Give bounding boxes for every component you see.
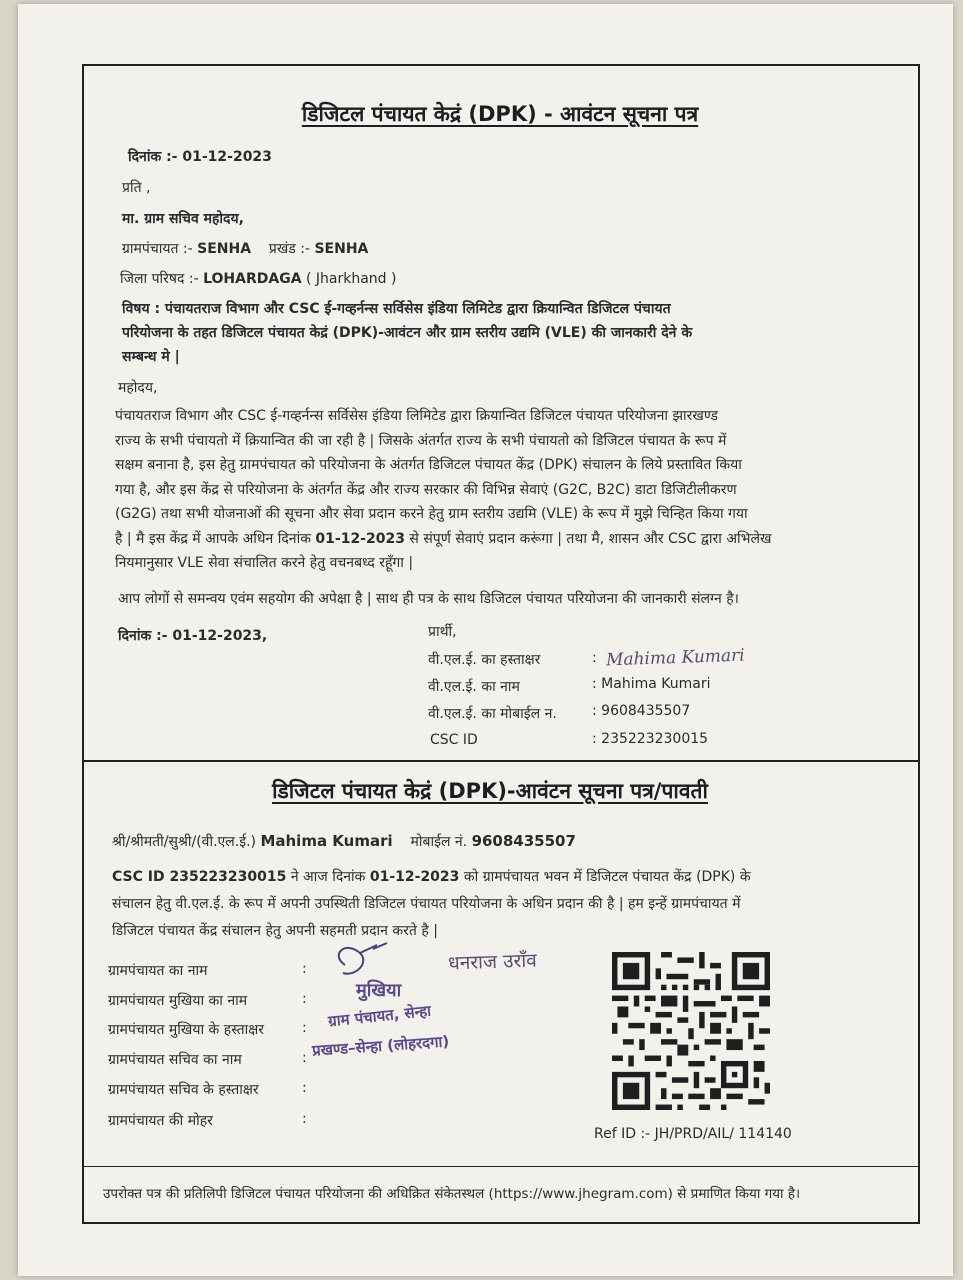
vle-mobile-label: वी.एल.ई. का मोबाईल न. — [428, 706, 557, 722]
ref-id: Ref ID :- JH/PRD/AIL/ 114140 — [594, 1126, 792, 1142]
colon: : — [302, 961, 307, 977]
field-mukhiya-signature: ग्रामपंचायत मुखिया के हस्ताक्षर — [108, 1022, 265, 1038]
field-secretary-signature: ग्रामपंचायत सचिव के हस्ताक्षर — [108, 1082, 259, 1098]
to-line: प्रति , — [122, 180, 151, 196]
letter-body — [115, 404, 885, 576]
colon: : — [302, 991, 307, 1007]
state: ( Jharkhand ) — [305, 271, 397, 287]
vle-signature: Mahima Kumari — [605, 645, 745, 671]
stamp-mukhiya: मुखिया — [356, 980, 402, 1001]
body-line: सक्षम बनाना है, इस हेतु ग्रामपंचायत को परियोजना के अंतर्गत डिजिटल पंचायत केंद्र (DPK) संचालन के लिये प्रस्तावित किया — [115, 457, 742, 473]
vle-signature-colon: : — [592, 650, 597, 666]
letter-date: दिनांक :- 01-12-2023 — [128, 149, 272, 165]
receipt-line: संचालन हेतु वी.एल.ई. के रूप में अपनी उपस्थिती डिजिटल पंचायत परियोजना के अधिन प्रदान की है | हम इन्हें ग्रामपंचायत में — [112, 896, 741, 912]
colon: : — [302, 1080, 307, 1096]
vle-name: : Mahima Kumari — [592, 676, 711, 692]
body-line — [115, 527, 885, 552]
colon: : — [302, 1111, 307, 1127]
receipt-date: 01-12-2023 — [369, 869, 460, 885]
field-secretary-name: ग्रामपंचायत सचिव का नाम — [108, 1052, 242, 1068]
body-line: पंचायतराज विभाग और CSC ई-गव्हर्नन्स सर्विसेस इंडिया लिमिटेड द्वारा क्रियान्वित डिजिटल पंचायत परियोजना झारखण्ड — [115, 408, 718, 424]
stamp-gram-panchayat: ग्राम पंचायत, सेन्हा — [327, 1001, 432, 1031]
stamp-block: प्रखण्ड–सेन्हा (लोहरदगा) — [311, 1032, 450, 1060]
addressee: मा. ग्राम सचिव महोदय, — [122, 211, 244, 227]
receipt-name-line — [112, 832, 576, 851]
colon: : — [302, 1020, 307, 1036]
block-value: SENHA — [314, 241, 369, 257]
mobile-label: मोबाईल नं. — [410, 834, 468, 850]
body-line: गया है, और इस केंद्र से परियोजना के अंतर्गत केंद्र और राज्य सरकार की विभिन्न सेवाएं (G2C, B2C) डाटा डिजिटीलीकरण — [115, 481, 737, 498]
receipt-line: डिजिटल पंचायत केंद्र संचालन हेतु अपनी सहमती प्रदान करते है | — [112, 923, 438, 939]
subject-line: विषय : पंचायतराज विभाग और CSC ई-गव्हर्नन्स सर्विसेस इंडिया लिमिटेड द्वारा क्रियान्वित डिजिटल पंचायत — [122, 301, 671, 317]
block-label: प्रखंड :- — [268, 241, 311, 257]
receipt-title: डिजिटल पंचायत केद्रं (DPK)-आवंटन सूचना पत्र/पावती — [272, 779, 708, 803]
vle-mobile: : 9608435507 — [592, 703, 691, 719]
body-text: से संपूर्ण सेवाएं प्रदान करूंगा | तथा मै, शासन और CSC द्वारा अभिलेख — [409, 530, 772, 547]
vle-signature-label: वी.एल.ई. का हस्ताक्षर — [428, 652, 541, 668]
qr-code-icon — [612, 952, 770, 1110]
field-mukhiya-name: ग्रामपंचायत मुखिया का नाम — [108, 993, 248, 1009]
field-gp-seal: ग्रामपंचायत की मोहर — [108, 1113, 213, 1129]
gp-label: ग्रामपंचायत :- — [122, 241, 193, 257]
body-line: राज्य के सभी पंचायतो में क्रियान्वित की जा रही है | जिसके अंतर्गत राज्य के सभी पंचायतो को डिजिटल पंचायत के रूप में — [115, 432, 727, 449]
subject-line: सम्बन्ध मे | — [122, 349, 180, 365]
vle-name-label: वी.एल.ई. का नाम — [428, 679, 520, 695]
receipt-line — [112, 864, 887, 891]
cooperation-line: आप लोगों से समन्वय एवंम सहयोग की अपेक्षा है | साथ ही पत्र के साथ डिजिटल पंचायत परियोजना की जानकारी संलग्न है। — [118, 591, 739, 607]
csc-id-value: : 235223230015 — [592, 731, 709, 747]
receipt-body — [112, 864, 887, 945]
gp-value: SENHA — [197, 241, 252, 257]
applicant-label: प्रार्थी, — [428, 624, 457, 640]
subject — [122, 297, 842, 369]
body-date: 01-12-2023 — [315, 530, 405, 547]
page-title: डिजिटल पंचायत केद्रं (DPK) - आवंटन सूचना पत्र — [301, 102, 699, 126]
section-divider — [82, 760, 920, 762]
subject-line: परियोजना के तहत डिजिटल पंचायत केद्रं (DPK)-आवंटन और ग्राम स्तरीय उद्यमि (VLE) की जानकारी देने के — [122, 325, 693, 341]
district-label: जिला परिषद :- — [120, 271, 199, 287]
district-line — [120, 269, 396, 288]
receipt-text: को ग्रामपंचायत भवन में डिजिटल पंचायत केंद्र (DPK) के — [463, 869, 751, 885]
date-2: दिनांक :- 01-12-2023, — [118, 628, 268, 644]
body-text: है | मै इस केंद्र में आपके अधिन दिनांक — [115, 530, 311, 547]
body-line: नियमानुसार VLE सेवा संचालित करने हेतु वचनबध्द रहूँगा | — [115, 555, 414, 571]
footer-note: उपरोक्त पत्र की प्रतिलिपी डिजिटल पंचायत परियोजना की अधिक्रित संकेतस्थल (https://www.jhegram.com) से प्रमाणित किया गया है। — [103, 1186, 801, 1202]
name-prefix: श्री/श्रीमती/सुश्री/(वी.एल.ई.) — [112, 834, 256, 850]
colon: : — [302, 1050, 307, 1066]
receipt-text: ने आज दिनांक — [290, 869, 366, 885]
csc-id-label: CSC ID — [430, 732, 478, 748]
district-value: LOHARDAGA — [203, 271, 302, 287]
salutation: महोदय, — [118, 380, 158, 396]
vle-name: Mahima Kumari — [260, 832, 393, 850]
footer-divider — [82, 1166, 920, 1167]
mobile-value: 9608435507 — [471, 832, 576, 850]
csc-id: CSC ID 235223230015 — [112, 869, 287, 885]
field-gp-name: ग्रामपंचायत का नाम — [108, 963, 208, 979]
gram-panchayat-line — [122, 239, 368, 258]
mukhiya-signature: धनराज उराँव — [447, 949, 538, 975]
body-line: (G2G) तथा सभी योजनाओं की सूचना और सेवा प्रदान करने हेतु ग्राम स्तरीय उद्यमि (VLE) के रूप में मुझे चिन्हित किया गया — [115, 506, 748, 522]
